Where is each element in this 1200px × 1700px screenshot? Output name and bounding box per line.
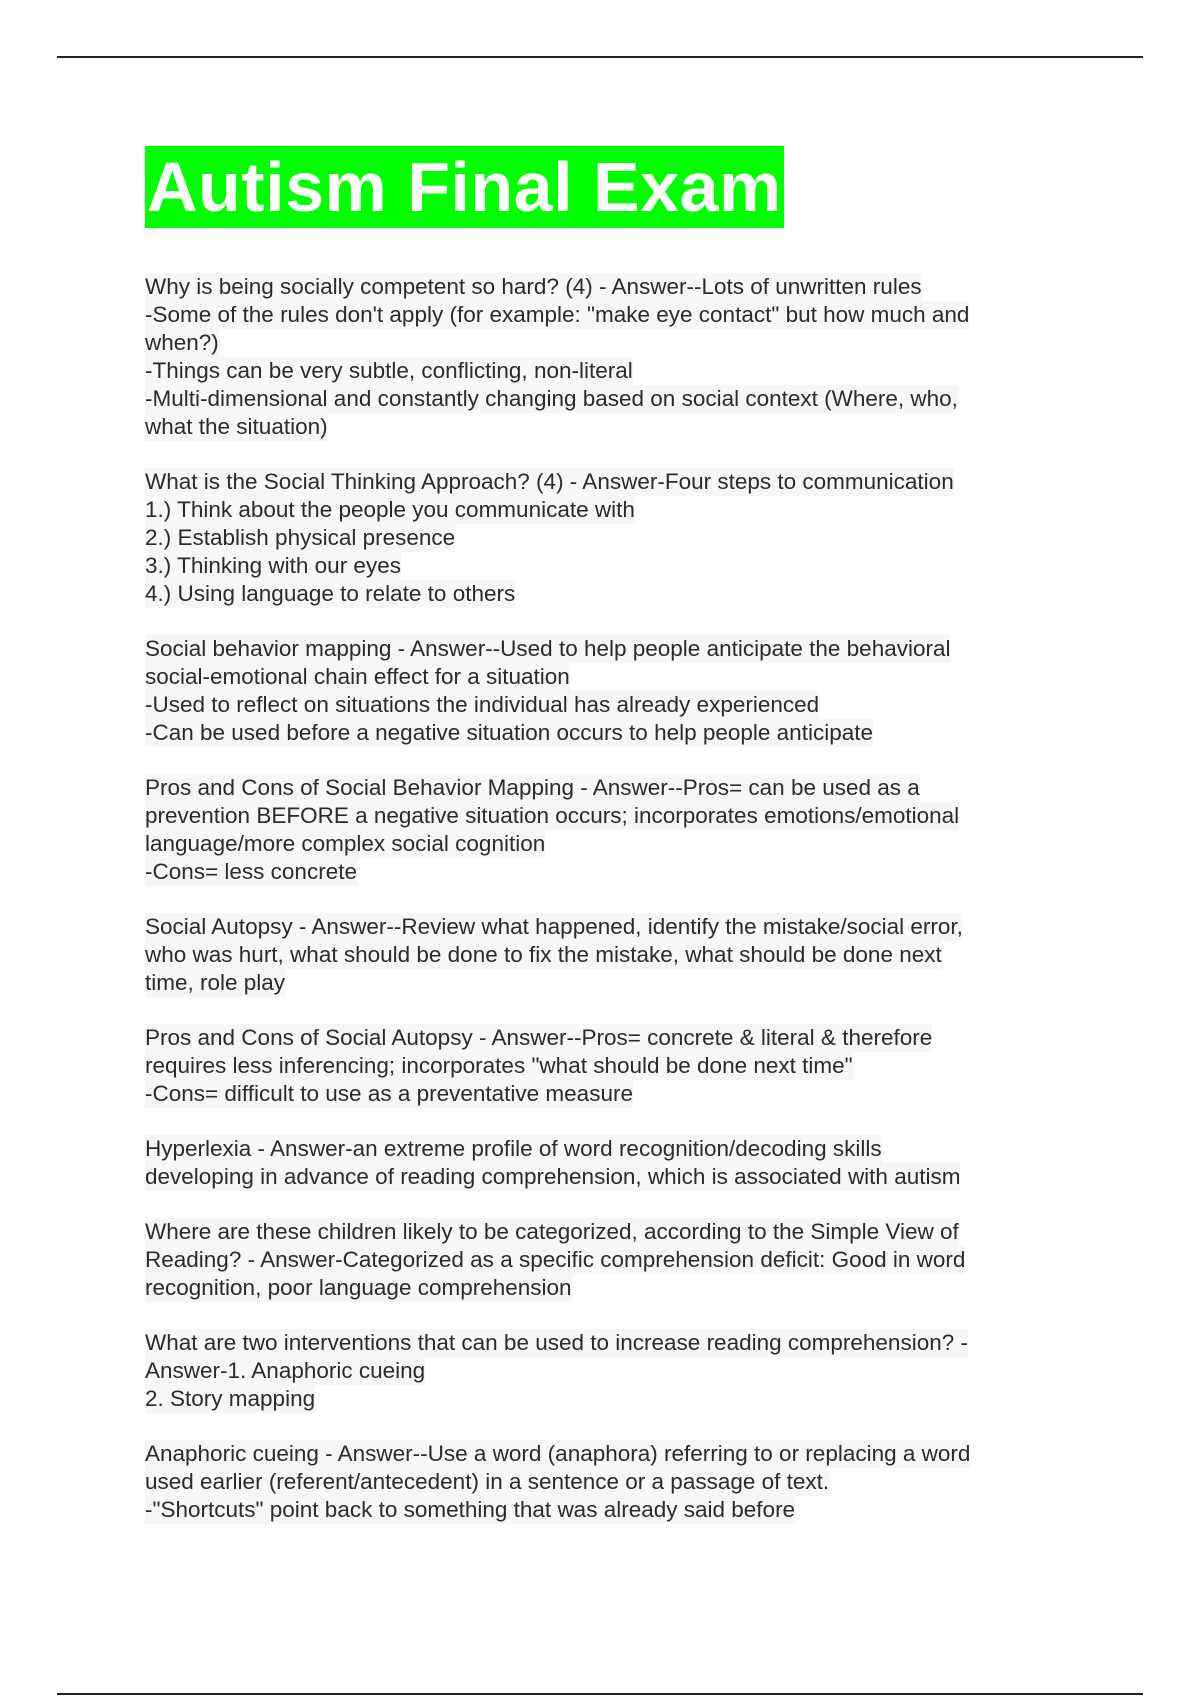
qa-line: requires less inferencing; incorporates "what should be done next time" xyxy=(145,1053,853,1078)
qa-line: -"Shortcuts" point back to something that was already said before xyxy=(145,1497,796,1522)
qa-line: what the situation) xyxy=(145,414,328,439)
qa-line: -Some of the rules don't apply (for example: "make eye contact" but how much and xyxy=(145,302,970,327)
qa-item xyxy=(145,635,1045,747)
qa-item xyxy=(145,913,1045,997)
qa-item xyxy=(145,1329,1045,1413)
qa-item xyxy=(145,1135,1045,1191)
qa-item xyxy=(145,774,1045,886)
top-divider xyxy=(57,56,1143,58)
qa-item xyxy=(145,1024,1045,1108)
qa-line: 4.) Using language to relate to others xyxy=(145,581,516,606)
qa-item xyxy=(145,1218,1045,1302)
qa-line: Pros and Cons of Social Behavior Mapping - Answer--Pros= can be used as a xyxy=(145,775,920,800)
qa-line: prevention BEFORE a negative situation occurs; incorporates emotions/emotional xyxy=(145,803,960,828)
qa-line: Social behavior mapping - Answer--Used to help people anticipate the behavioral xyxy=(145,636,951,661)
qa-line: -Cons= less concrete xyxy=(145,859,357,884)
qa-line: Answer-1. Anaphoric cueing xyxy=(145,1358,426,1383)
qa-line: Why is being socially competent so hard? (4) - Answer--Lots of unwritten rules xyxy=(145,274,922,299)
title-block xyxy=(145,146,784,228)
qa-line: 2.) Establish physical presence xyxy=(145,525,456,550)
qa-line: when?) xyxy=(145,330,219,355)
bottom-divider xyxy=(57,1693,1143,1695)
qa-item xyxy=(145,273,1045,441)
qa-line: -Can be used before a negative situation occurs to help people anticipate xyxy=(145,720,873,745)
qa-line: developing in advance of reading comprehension, which is associated with autism xyxy=(145,1164,961,1189)
qa-line: language/more complex social cognition xyxy=(145,831,546,856)
qa-item xyxy=(145,468,1045,608)
qa-line: 2. Story mapping xyxy=(145,1386,316,1411)
page-title: Autism Final Exam xyxy=(147,148,782,226)
qa-line: recognition, poor language comprehension xyxy=(145,1275,572,1300)
qa-line: Where are these children likely to be categorized, according to the Simple View of xyxy=(145,1219,959,1244)
qa-item xyxy=(145,1440,1045,1524)
qa-line: used earlier (referent/antecedent) in a sentence or a passage of text. xyxy=(145,1469,830,1494)
qa-line: What are two interventions that can be used to increase reading comprehension? - xyxy=(145,1330,968,1355)
qa-line: 1.) Think about the people you communicate with xyxy=(145,497,635,522)
qa-line: Hyperlexia - Answer-an extreme profile of word recognition/decoding skills xyxy=(145,1136,882,1161)
qa-line: Anaphoric cueing - Answer--Use a word (anaphora) referring to or replacing a word xyxy=(145,1441,971,1466)
qa-line: -Cons= difficult to use as a preventative measure xyxy=(145,1081,633,1106)
qa-line: time, role play xyxy=(145,970,286,995)
qa-line: who was hurt, what should be done to fix the mistake, what should be done next xyxy=(145,942,942,967)
qa-line: -Things can be very subtle, conflicting, non-literal xyxy=(145,358,633,383)
qa-line: -Used to reflect on situations the individual has already experienced xyxy=(145,692,820,717)
qa-line: social-emotional chain effect for a situation xyxy=(145,664,570,689)
qa-line: What is the Social Thinking Approach? (4) - Answer-Four steps to communication xyxy=(145,469,954,494)
qa-line: Pros and Cons of Social Autopsy - Answer--Pros= concrete & literal & therefore xyxy=(145,1025,933,1050)
qa-line: Social Autopsy - Answer--Review what happened, identify the mistake/social error, xyxy=(145,914,963,939)
qa-line: -Multi-dimensional and constantly changing based on social context (Where, who, xyxy=(145,386,958,411)
qa-list xyxy=(145,273,1045,1551)
qa-line: 3.) Thinking with our eyes xyxy=(145,553,401,578)
qa-line: Reading? - Answer-Categorized as a specific comprehension deficit: Good in word xyxy=(145,1247,966,1272)
